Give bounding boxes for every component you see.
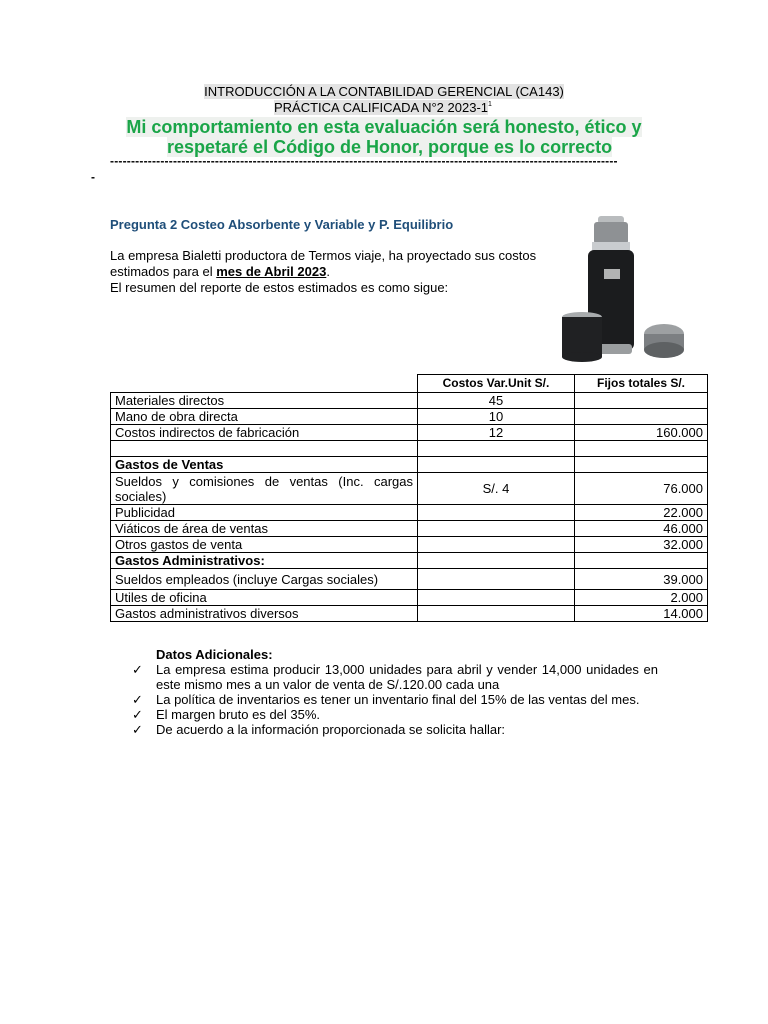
row-variable-cost [418, 505, 575, 521]
practica-title-text: PRÁCTICA CALIFICADA N°2 2023-1 [274, 100, 488, 115]
checkmark-icon: ✓ [132, 692, 143, 707]
table-row [111, 606, 708, 622]
intro-text-c: El resumen del reporte de estos estimados es como sigue: [110, 280, 449, 295]
row-fixed-cost: 2.000 [575, 590, 708, 606]
table-row [111, 505, 708, 521]
course-title-text: INTRODUCCIÓN A LA CONTABILIDAD GERENCIAL (CA143) [204, 84, 564, 99]
thermos-logo [604, 269, 620, 279]
column-header-variable: Costos Var.Unit S/. [418, 375, 575, 393]
row-label: Sueldos y comisiones de ventas (Inc. cargas sociales) [111, 473, 418, 505]
table-row [111, 425, 708, 441]
row-fixed-cost: 46.000 [575, 521, 708, 537]
course-title [0, 84, 768, 99]
row-variable-cost: 45 [418, 393, 575, 409]
row-variable-cost [418, 590, 575, 606]
row-label: Publicidad [111, 505, 418, 521]
row-label: Materiales directos [111, 393, 418, 409]
section-label: Gastos de Ventas [111, 457, 418, 473]
checkmark-icon: ✓ [132, 707, 143, 722]
table-row [111, 569, 708, 590]
row-fixed-cost: 160.000 [575, 425, 708, 441]
dashed-divider-tail: - [91, 170, 95, 184]
list-item-text: De acuerdo a la información proporcionada se solicita hallar: [156, 722, 506, 737]
row-label: Gastos administrativos diversos [111, 606, 418, 622]
row-variable-cost [418, 537, 575, 553]
row-fixed-cost [575, 553, 708, 569]
row-label: Mano de obra directa [111, 409, 418, 425]
table-row [111, 409, 708, 425]
row-fixed-cost [575, 409, 708, 425]
table-header-blank [111, 375, 418, 393]
additional-data-list [110, 662, 658, 737]
row-label: Otros gastos de venta [111, 537, 418, 553]
row-variable-cost [418, 606, 575, 622]
cup-body [562, 317, 602, 357]
row-fixed-cost [575, 393, 708, 409]
table-row [111, 521, 708, 537]
section-label: Gastos Administrativos: [111, 553, 418, 569]
list-item [110, 692, 658, 707]
cup-bottom [562, 352, 602, 362]
row-label: Costos indirectos de fabricación [111, 425, 418, 441]
honor-code-line-2-text: respetaré el Código de Honor, porque es lo correcto [167, 137, 613, 157]
row-variable-cost [418, 457, 575, 473]
row-label [111, 441, 418, 457]
row-label: Sueldos empleados (incluye Cargas sociales) [111, 569, 418, 590]
row-fixed-cost [575, 441, 708, 457]
honor-code-line-1 [0, 117, 768, 138]
intro-text-b: . [326, 264, 330, 279]
table-header-row [111, 375, 708, 393]
thermos-product-image [552, 214, 702, 374]
row-fixed-cost [575, 457, 708, 473]
stopper-bottom [644, 342, 684, 358]
table-section-admin [111, 553, 708, 569]
table-row [111, 393, 708, 409]
table-row [111, 590, 708, 606]
list-item-text: La política de inventarios es tener un inventario final del 15% de las ventas del mes. [156, 692, 640, 707]
question-title: Pregunta 2 Costeo Absorbente y Variable y P. Equilibrio [110, 217, 454, 232]
cost-table [110, 374, 708, 622]
question-intro [110, 248, 590, 296]
list-item-text: El margen bruto es del 35%. [156, 707, 321, 722]
honor-code-line-1-text: Mi comportamiento en esta evaluación será honesto, ético y [126, 117, 642, 137]
row-variable-cost [418, 553, 575, 569]
table-row [111, 473, 708, 505]
list-item-text: La empresa estima producir 13,000 unidades para abril y vender 14,000 unidades en este mismo mes a un valor de venta de S/.120.00 cada una [156, 662, 658, 692]
row-label: Viáticos de área de ventas [111, 521, 418, 537]
row-variable-cost: 12 [418, 425, 575, 441]
row-variable-cost [418, 521, 575, 537]
row-variable-cost [418, 569, 575, 590]
table-section-sales [111, 457, 708, 473]
column-header-fixed: Fijos totales S/. [575, 375, 708, 393]
intro-month: mes de Abril 2023 [216, 264, 327, 279]
practica-footnote-mark: 1 [488, 101, 492, 108]
table-row [111, 537, 708, 553]
row-fixed-cost: 22.000 [575, 505, 708, 521]
row-label: Utiles de oficina [111, 590, 418, 606]
row-fixed-cost: 76.000 [575, 473, 708, 505]
row-fixed-cost: 39.000 [575, 569, 708, 590]
list-item [110, 707, 658, 722]
row-variable-cost: S/. 4 [418, 473, 575, 505]
table-row-empty [111, 441, 708, 457]
list-item [110, 662, 658, 692]
intro-text-a: La empresa Bialetti productora de Termos viaje, ha proyectado sus costos estimados para el [110, 248, 537, 279]
row-fixed-cost: 14.000 [575, 606, 708, 622]
row-fixed-cost: 32.000 [575, 537, 708, 553]
practica-title [274, 100, 492, 115]
checkmark-icon: ✓ [132, 722, 143, 737]
additional-data-title: Datos Adicionales: [156, 647, 273, 662]
checkmark-icon: ✓ [132, 662, 143, 677]
dashed-divider: ------------------------------------------------------------------------------------------------------------------------- [110, 154, 618, 168]
row-variable-cost [418, 441, 575, 457]
row-variable-cost: 10 [418, 409, 575, 425]
list-item [110, 722, 658, 737]
thermos-cap [594, 222, 628, 244]
